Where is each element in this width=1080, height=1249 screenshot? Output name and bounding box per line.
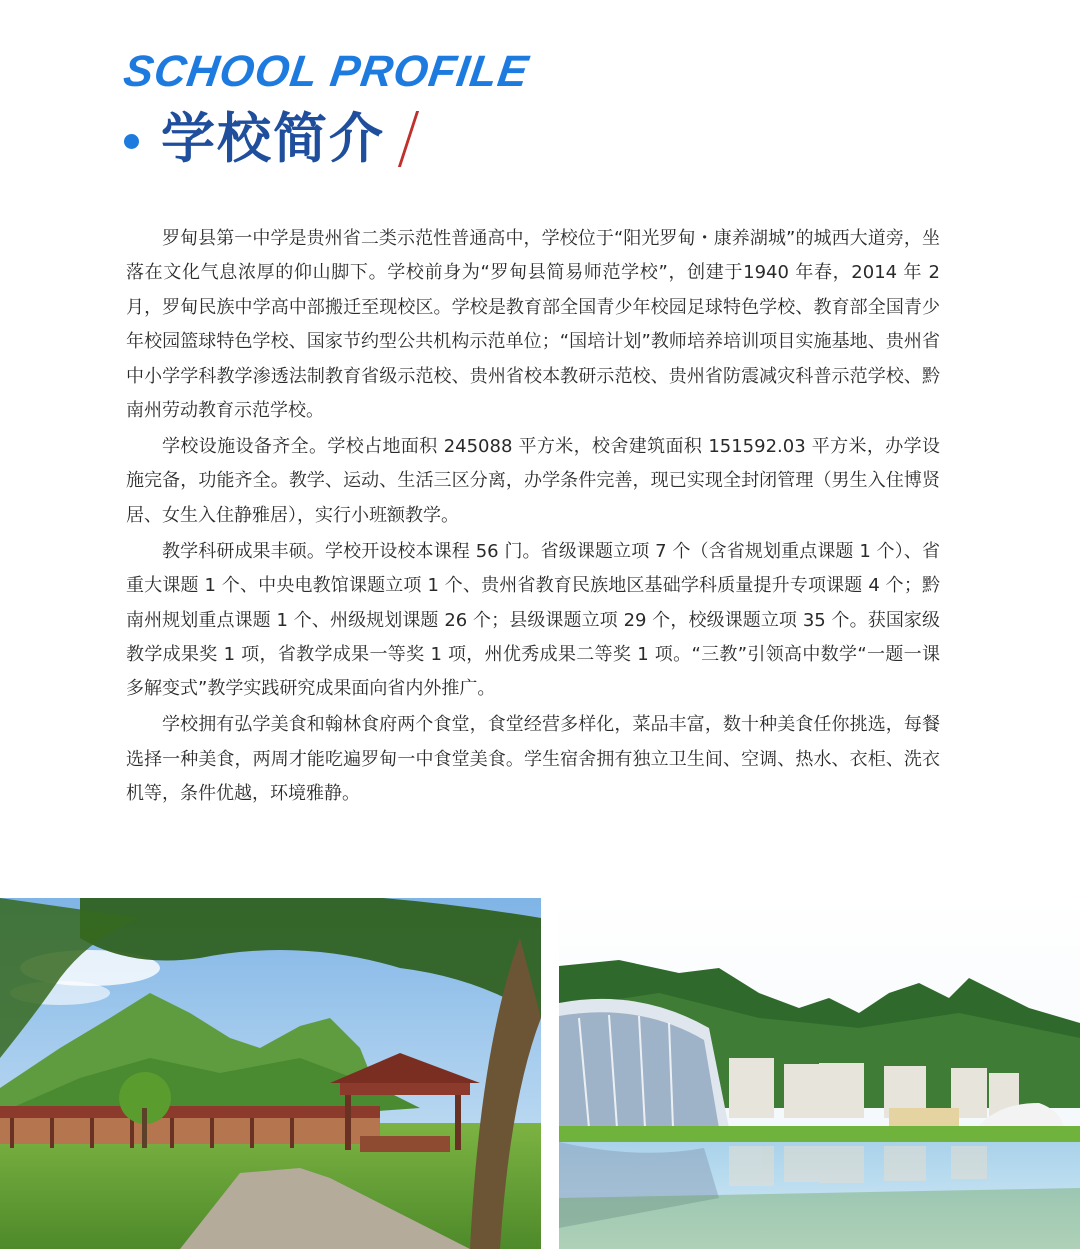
profile-body [126,222,940,813]
slash-decoration [398,111,419,167]
campus-garden-photo [0,898,541,1249]
campus-garden-image [0,898,541,1249]
paragraph-research: 教学科研成果丰硕。学校开设校本课程 56 门。省级课题立项 7 个（含省规划重点课题 1 个）、省重大课题 1 个、中央电教馆课题立项 1 个、贵州省教育民族地区基础学科质量提升专项课题 4 个；黔南州规划重点课题 1 个、州级规划课题 26 个；县级课题立项 29 个，校级课题立项 35 个。获国家级教学成果奖 1 项，省教学成果一等奖 1 项，州优秀成果二等奖 1 项。“三教”引领高中数学“一题一课多解变式”教学实践研究成果面向省内外推广。 [126,540,940,700]
campus-stadium-photo [559,898,1080,1249]
paragraph-canteen: 学校拥有弘学美食和翰林食府两个食堂，食堂经营多样化，菜品丰富，数十种美食任你挑选，每餐选择一种美食，两周才能吃遍罗甸一中食堂美食。学生宿舍拥有独立卫生间、空调、热水、衣柜、洗衣机等，条件优越，环境雅静。 [126,714,940,805]
english-title: SCHOOL PROFILE [120,47,532,96]
chinese-title-row [124,104,410,174]
paragraph-facilities: 学校设施设备齐全。学校占地面积 245088 平方米，校舍建筑面积 151592.03 平方米，办学设施完备，功能齐全。教学、运动、生活三区分离，办学条件完善，现已实现全封闭管理（男生入住博贤居、女生入住静雅居），实行小班额教学。 [126,436,940,526]
bullet-dot-icon [124,134,139,149]
page-title: 学校简介 [161,107,385,170]
campus-stadium-image [559,898,1080,1249]
paragraph-history: 罗甸县第一中学是贵州省二类示范性普通高中，学校位于“阳光罗甸・康养湖城”的城西大道旁，坐落在文化气息浓厚的仰山脚下。学校前身为“罗甸县简易师范学校”，创建于1940 年春，2014 年 2 月，罗甸民族中学高中部搬迁至现校区。学校是教育部全国青少年校园足球特色学校、教育部全国青少年校园篮球特色学校、国家节约型公共机构示范单位；“国培计划”教师培养培训项目实施基地、贵州省中小学学科教学渗透法制教育省级示范校、贵州省校本教研示范校、贵州省防震减灾科普示范学校、黔南州劳动教育示范学校。 [126,228,940,422]
